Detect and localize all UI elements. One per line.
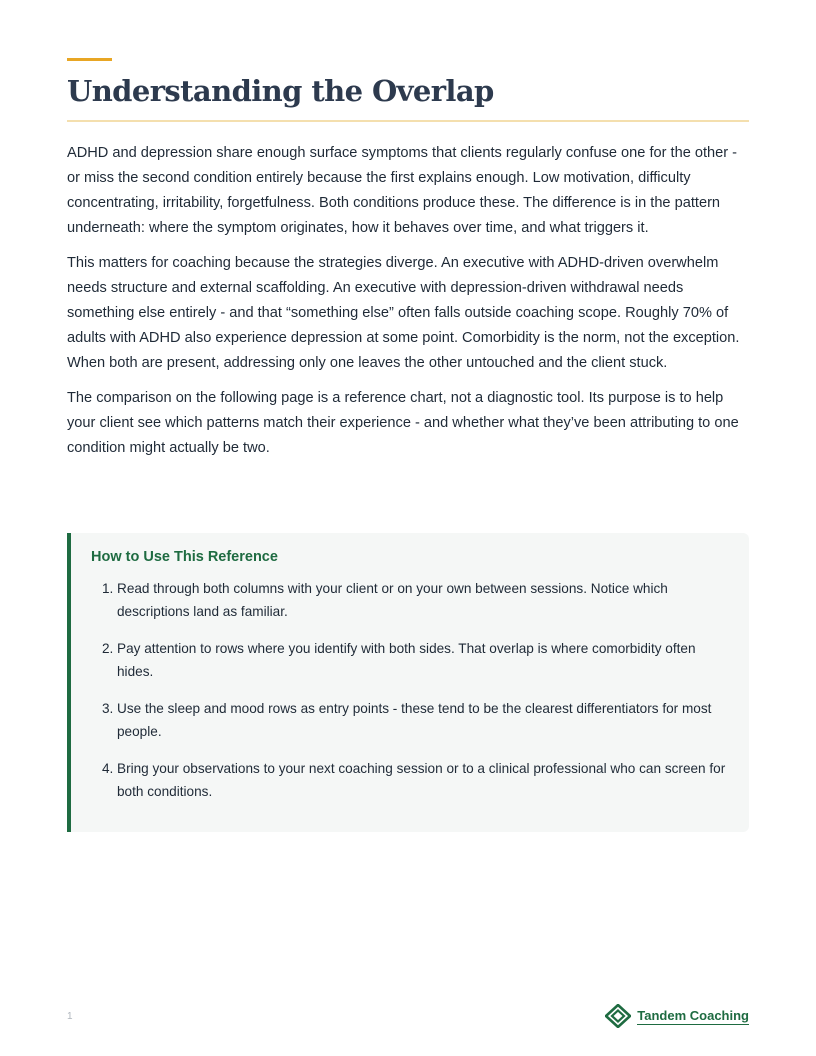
brand-logo bbox=[605, 1004, 749, 1028]
list-item bbox=[91, 697, 731, 743]
page-title: Understanding the Overlap bbox=[67, 74, 494, 108]
list-item bbox=[91, 577, 731, 623]
page-number: 1 bbox=[67, 1011, 73, 1022]
list-item bbox=[91, 637, 731, 683]
body-paragraph: ADHD and depression share enough surface symptoms that clients regularly confuse one for the other - or miss the second condition entirely because the first explains enough. Low motivation, difficulty concentrating, irritability, forgetfulness. Both conditions produce these. The difference is in the pattern underneath: where the symptom originates, how it behaves over time, and what triggers it. bbox=[67, 145, 738, 236]
body-paragraph: This matters for coaching because the strategies diverge. An executive with ADHD-driven overwhelm needs structure and external scaffolding. An executive with depression-driven withdrawal needs something else entirely - and that “something else” often falls outside coaching scope. Roughly 70% of adults with ADHD also experience depression at some point. Comorbidity is the norm, not the exception. When both are present, addressing only one leaves the other untouched and the client stuck. bbox=[67, 255, 740, 371]
list-item-number: 2. bbox=[102, 641, 114, 656]
list-item bbox=[91, 757, 731, 803]
list-item-number: 1. bbox=[102, 581, 114, 596]
list-item-text: Bring your observations to your next coaching session or to a clinical professional who can screen for both conditions. bbox=[117, 761, 726, 799]
diamond-logo-icon bbox=[605, 1004, 631, 1028]
list-item-text: Read through both columns with your client or on your own between sessions. Notice which descriptions land as familiar. bbox=[117, 581, 668, 619]
body-paragraph: The comparison on the following page is a reference chart, not a diagnostic tool. Its purpose is to help your client see which patterns match their experience - and whether what they’ve been attributing to one condition might actually be two. bbox=[67, 390, 739, 456]
list-item-number: 3. bbox=[102, 701, 114, 716]
list-item-text: Pay attention to rows where you identify with both sides. That overlap is where comorbidity often hides. bbox=[117, 641, 696, 679]
instructions-list bbox=[91, 577, 731, 817]
callout-title: How to Use This Reference bbox=[91, 549, 278, 565]
title-accent-bar bbox=[67, 58, 112, 61]
brand-name: Tandem Coaching bbox=[637, 1007, 749, 1023]
body-text bbox=[67, 141, 749, 471]
title-divider bbox=[67, 120, 749, 122]
list-item-number: 4. bbox=[102, 761, 114, 776]
document-page bbox=[67, 0, 749, 1056]
list-item-text: Use the sleep and mood rows as entry points - these tend to be the clearest differentiators for most people. bbox=[117, 701, 712, 739]
how-to-use-callout bbox=[67, 533, 749, 832]
